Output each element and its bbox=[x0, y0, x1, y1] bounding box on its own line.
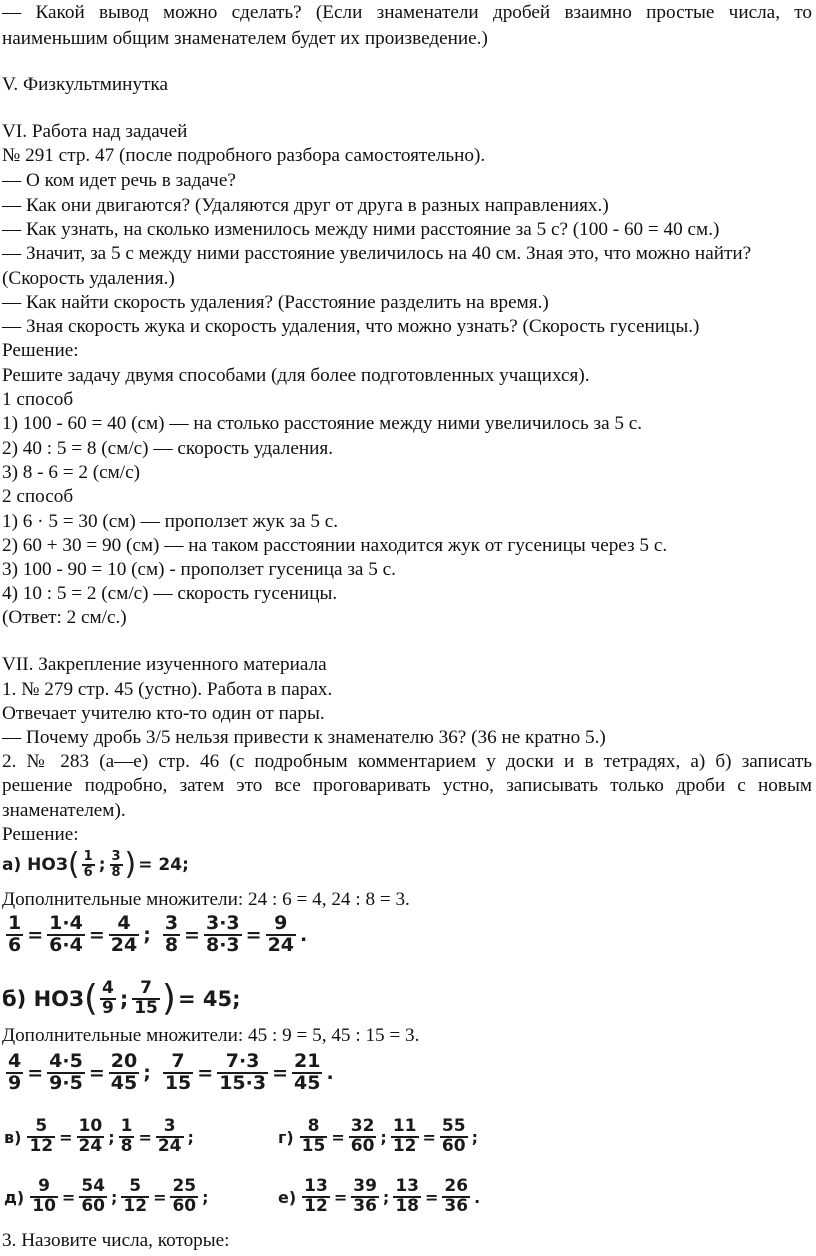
numerator: 3 bbox=[111, 849, 121, 865]
math-item-d bbox=[4, 1172, 211, 1222]
numerator: 3 bbox=[163, 1116, 176, 1137]
equals-sign: = bbox=[245, 924, 262, 946]
fraction bbox=[204, 914, 242, 956]
text-line: — Как они двигаются? (Удаляются друг от друга в разных направлениях.) bbox=[2, 195, 609, 216]
text-line: решение подробно, затем это все проговаривать устно, записывать только дроби с новым bbox=[2, 775, 812, 796]
denominator: 8 bbox=[111, 865, 121, 880]
numerator: 25 bbox=[172, 1176, 197, 1197]
paren-close: ) bbox=[161, 978, 176, 1019]
numerator: 26 bbox=[444, 1176, 469, 1197]
fraction bbox=[109, 1052, 139, 1094]
numerator: 32 bbox=[350, 1116, 375, 1137]
denominator: 8·3 bbox=[205, 934, 240, 956]
text-line: — Почему дробь 3/5 нельзя привести к знаменателю 36? (36 не кратно 5.) bbox=[2, 727, 606, 748]
fraction bbox=[6, 1052, 23, 1094]
denominator: 12 bbox=[304, 1196, 328, 1216]
fraction bbox=[217, 1052, 268, 1094]
text-line: Отвечает учителю кто-то один от пары. bbox=[2, 703, 325, 724]
denominator: 60 bbox=[81, 1196, 105, 1216]
denominator: 9·5 bbox=[49, 1072, 83, 1094]
text-line: Дополнительные множители: 24 : 6 = 4, 24 : 8 = 3. bbox=[2, 889, 410, 910]
fraction bbox=[391, 1118, 419, 1156]
numerator: 54 bbox=[81, 1176, 105, 1197]
fraction bbox=[442, 1178, 470, 1216]
math-equivalent-fractions-2 bbox=[4, 1048, 336, 1098]
math-label: г) bbox=[278, 1127, 294, 1147]
paren-open: ( bbox=[67, 847, 80, 882]
equals-sign: = bbox=[422, 1127, 436, 1147]
fraction bbox=[110, 850, 123, 879]
fraction bbox=[100, 980, 116, 1018]
semicolon: ; bbox=[108, 1127, 115, 1147]
text-line: 3) 8 - 6 = 2 (см/с) bbox=[2, 462, 141, 483]
text-line: знаменателем). bbox=[2, 800, 126, 821]
denominator: 8 bbox=[120, 1136, 133, 1156]
text-line: 1 способ bbox=[2, 389, 74, 410]
semicolon: ; bbox=[471, 1127, 478, 1147]
text-line: 3) 100 - 90 = 10 (см) - проползет гусеница за 5 с. bbox=[2, 559, 396, 580]
equals-sign: = bbox=[331, 1127, 345, 1147]
text-line: 3. Назовите числа, которые: bbox=[2, 1230, 230, 1251]
denominator: 12 bbox=[392, 1136, 417, 1156]
numerator: 9 bbox=[274, 912, 288, 935]
denominator: 36 bbox=[444, 1196, 469, 1216]
equals-sign: = bbox=[59, 1127, 73, 1147]
math-item-e bbox=[278, 1172, 482, 1222]
denominator: 15 bbox=[301, 1136, 326, 1156]
denominator: 6 bbox=[83, 865, 93, 880]
numerator: 55 bbox=[441, 1116, 466, 1137]
fraction bbox=[47, 1052, 85, 1094]
text-line: 4) 10 : 5 = 2 (см/с) — скорость гусеницы. bbox=[2, 583, 338, 604]
numerator: 7 bbox=[171, 1050, 185, 1073]
text-line: Решение: bbox=[2, 824, 79, 845]
denominator: 8 bbox=[164, 934, 179, 956]
numerator: 3 bbox=[164, 912, 179, 935]
numerator: 20 bbox=[110, 1050, 138, 1073]
denominator: 24 bbox=[267, 934, 295, 956]
math-label: д) bbox=[4, 1187, 25, 1207]
semicolon: ; bbox=[143, 1062, 151, 1084]
text-line: — Значит, за 5 с между ними расстояние увеличилось на 40 см. Зная это, что можно найти? bbox=[2, 243, 752, 264]
period: . bbox=[474, 1187, 481, 1207]
text-line: 1. № 279 стр. 45 (устно). Работа в парах. bbox=[2, 679, 333, 700]
fraction bbox=[82, 850, 95, 879]
math-label: е) bbox=[278, 1187, 297, 1207]
equals-sign: = bbox=[425, 1187, 439, 1207]
math-lcd-b bbox=[2, 974, 242, 1024]
denominator: 12 bbox=[123, 1196, 148, 1216]
fraction bbox=[302, 1178, 330, 1216]
numerator: 4 bbox=[8, 1050, 22, 1073]
fraction bbox=[156, 1118, 184, 1156]
fraction bbox=[300, 1118, 328, 1156]
numerator: 21 bbox=[294, 1050, 321, 1073]
denominator: 45 bbox=[110, 1072, 138, 1094]
numerator: 4·5 bbox=[49, 1050, 83, 1073]
fraction bbox=[119, 1118, 135, 1156]
text-line: 2 способ bbox=[2, 486, 74, 507]
equals-sign: = bbox=[272, 1062, 288, 1084]
equals-sign: = bbox=[138, 1127, 152, 1147]
numerator: 5 bbox=[35, 1116, 48, 1137]
numerator: 7·3 bbox=[225, 1050, 260, 1073]
text-line: 2) 60 + 30 = 90 (см) — на таком расстоянии находится жук от гусеницы через 5 с. bbox=[2, 535, 668, 556]
text-line: 1) 100 - 60 = 40 (см) — на столько расстояние между ними увеличилось за 5 с. bbox=[2, 413, 643, 434]
denominator: 6 bbox=[8, 934, 22, 956]
fraction bbox=[79, 1178, 107, 1216]
math-equivalent-fractions-1 bbox=[4, 910, 309, 960]
text-line: (Скорость удаления.) bbox=[2, 268, 175, 289]
text-line: наименьшим общим знаменателем будет их произведение.) bbox=[2, 28, 488, 49]
denominator: 15 bbox=[164, 1072, 192, 1094]
equals-sign: = bbox=[88, 924, 105, 946]
numerator: 11 bbox=[392, 1116, 417, 1137]
semicolon: ; bbox=[110, 1187, 118, 1207]
numerator: 1 bbox=[83, 849, 93, 865]
denominator: 60 bbox=[350, 1136, 375, 1156]
denominator: 45 bbox=[294, 1072, 321, 1094]
numerator: 13 bbox=[395, 1176, 419, 1197]
math-label: б) НОЗ bbox=[2, 987, 84, 1011]
equals-sign: = bbox=[27, 1062, 44, 1084]
text-line: Решите задачу двумя способами (для более подготовленных учащихся). bbox=[2, 365, 590, 386]
denominator: 24 bbox=[78, 1136, 103, 1156]
numerator: 4 bbox=[101, 978, 114, 999]
numerator: 13 bbox=[304, 1176, 328, 1197]
fraction bbox=[349, 1118, 377, 1156]
fraction bbox=[266, 914, 296, 956]
fraction bbox=[440, 1118, 468, 1156]
equals-sign: = bbox=[197, 1062, 214, 1084]
math-result: = 24; bbox=[138, 855, 189, 875]
text-line: (Ответ: 2 см/с.) bbox=[2, 607, 127, 628]
numerator: 39 bbox=[353, 1176, 377, 1197]
semicolon: ; bbox=[98, 855, 106, 875]
numerator: 7 bbox=[140, 978, 152, 999]
section-heading: V. Физкультминутка bbox=[2, 74, 168, 95]
numerator: 1·4 bbox=[49, 912, 83, 935]
text-line: 1) 6 · 5 = 30 (см) — проползет жук за 5 с. bbox=[2, 511, 339, 532]
math-lcd-a bbox=[2, 846, 191, 884]
paren-close: ) bbox=[124, 847, 137, 882]
fraction bbox=[27, 1118, 55, 1156]
numerator: 4 bbox=[117, 912, 131, 935]
equals-sign: = bbox=[333, 1187, 348, 1207]
denominator: 10 bbox=[32, 1196, 56, 1216]
fraction bbox=[77, 1118, 105, 1156]
section-heading: VII. Закрепление изученного материала bbox=[2, 654, 327, 675]
fraction bbox=[121, 1178, 149, 1216]
numerator: 5 bbox=[129, 1176, 142, 1197]
fraction bbox=[393, 1178, 421, 1216]
fraction bbox=[163, 914, 180, 956]
fraction bbox=[30, 1178, 58, 1216]
denominator: 9 bbox=[8, 1072, 22, 1094]
equals-sign: = bbox=[88, 1062, 105, 1084]
denominator: 12 bbox=[29, 1136, 54, 1156]
fraction bbox=[170, 1178, 198, 1216]
text-line: — Как найти скорость удаления? (Расстояние разделить на время.) bbox=[2, 292, 549, 313]
equals-sign: = bbox=[61, 1187, 76, 1207]
semicolon: ; bbox=[119, 987, 129, 1011]
semicolon: ; bbox=[143, 924, 151, 946]
denominator: 6·4 bbox=[49, 934, 83, 956]
denominator: 15 bbox=[134, 998, 158, 1018]
equals-sign: = bbox=[27, 924, 44, 946]
fraction bbox=[292, 1052, 322, 1094]
text-line: — Зная скорость жука и скорость удаления, что можно узнать? (Скорость гусеницы.) bbox=[2, 316, 700, 337]
semicolon: ; bbox=[187, 1127, 194, 1147]
denominator: 60 bbox=[172, 1196, 197, 1216]
math-item-v bbox=[4, 1112, 196, 1162]
denominator: 9 bbox=[101, 998, 114, 1018]
fraction bbox=[109, 914, 139, 956]
semicolon: ; bbox=[382, 1187, 390, 1207]
numerator: 9 bbox=[38, 1176, 50, 1197]
period: . bbox=[326, 1062, 334, 1084]
text-line: — Как узнать, на сколько изменилось между ними расстояние за 5 с? (100 - 60 = 40 см.) bbox=[2, 219, 720, 240]
denominator: 24 bbox=[110, 934, 138, 956]
period: . bbox=[300, 924, 308, 946]
text-line: 2. № 283 (а—е) стр. 46 (с подробным комментарием у доски и в тетрадях, а) б) записать bbox=[2, 751, 812, 772]
numerator: 8 bbox=[307, 1116, 320, 1137]
text-line: Решение: bbox=[2, 340, 79, 361]
text-line: № 291 стр. 47 (после подробного разбора самостоятельно). bbox=[2, 145, 486, 166]
text-line: 2) 40 : 5 = 8 (см/с) — скорость удаления. bbox=[2, 438, 334, 459]
fraction bbox=[163, 1052, 193, 1094]
denominator: 24 bbox=[157, 1136, 182, 1156]
numerator: 1 bbox=[120, 1116, 133, 1137]
semicolon: ; bbox=[380, 1127, 387, 1147]
equals-sign: = bbox=[153, 1187, 167, 1207]
semicolon: ; bbox=[202, 1187, 209, 1207]
fraction bbox=[47, 914, 85, 956]
denominator: 18 bbox=[395, 1196, 419, 1216]
numerator: 10 bbox=[78, 1116, 103, 1137]
math-label: а) НОЗ bbox=[2, 855, 68, 875]
denominator: 15·3 bbox=[219, 1072, 267, 1094]
math-label: в) bbox=[4, 1127, 22, 1147]
numerator: 1 bbox=[8, 912, 22, 935]
fraction bbox=[351, 1178, 379, 1216]
fraction bbox=[132, 980, 160, 1018]
equals-sign: = bbox=[184, 924, 200, 946]
math-item-g bbox=[278, 1112, 480, 1162]
fraction bbox=[6, 914, 23, 956]
numerator: 3·3 bbox=[205, 912, 240, 935]
text-line: Дополнительные множители: 45 : 9 = 5, 45 : 15 = 3. bbox=[2, 1025, 420, 1046]
math-result: = 45; bbox=[177, 987, 241, 1011]
paren-open: ( bbox=[83, 978, 98, 1019]
denominator: 36 bbox=[353, 1196, 377, 1216]
text-line: — О ком идет речь в задаче? bbox=[2, 170, 236, 191]
denominator: 60 bbox=[441, 1136, 466, 1156]
section-heading: VI. Работа над задачей bbox=[2, 121, 188, 142]
text-line: — Какой вывод можно сделать? (Если знаменатели дробей взаимно простые числа, то bbox=[2, 2, 812, 23]
